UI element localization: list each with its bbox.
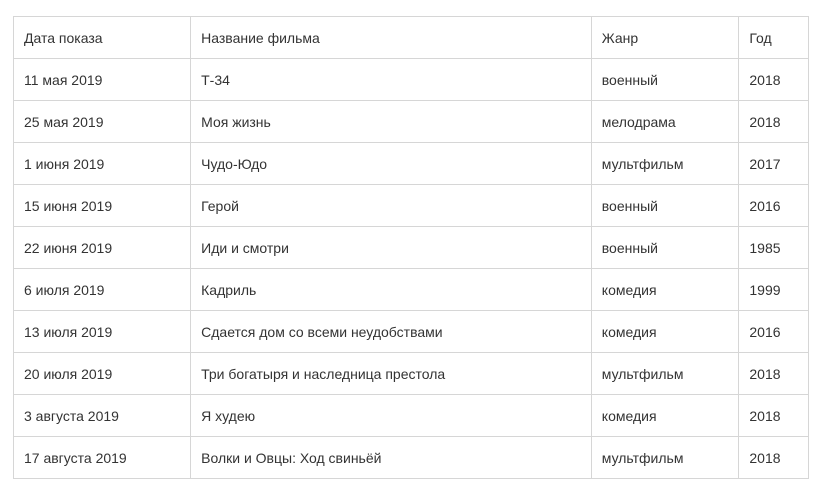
cell-year: 2018 [739,353,809,395]
cell-date: 25 мая 2019 [14,101,191,143]
cell-date: 17 августа 2019 [14,437,191,479]
cell-title: Сдается дом со всеми неудобствами [191,311,592,353]
table-row [14,311,809,353]
header-date: Дата показа [14,17,191,59]
cell-year: 1999 [739,269,809,311]
cell-year: 2016 [739,311,809,353]
header-title: Название фильма [191,17,592,59]
cell-year: 2018 [739,59,809,101]
table-row [14,353,809,395]
table-header [14,17,809,59]
cell-genre: военный [591,59,739,101]
cell-title: Три богатыря и наследница престола [191,353,592,395]
cell-genre: комедия [591,311,739,353]
table-row [14,269,809,311]
cell-genre: комедия [591,269,739,311]
cell-genre: комедия [591,395,739,437]
cell-year: 2018 [739,395,809,437]
header-year: Год [739,17,809,59]
cell-year: 2016 [739,185,809,227]
header-row [14,17,809,59]
cell-genre: мультфильм [591,353,739,395]
cell-year: 2017 [739,143,809,185]
cell-genre: военный [591,185,739,227]
cell-date: 11 мая 2019 [14,59,191,101]
table-row [14,101,809,143]
header-genre: Жанр [591,17,739,59]
cell-date: 22 июня 2019 [14,227,191,269]
cell-genre: мультфильм [591,437,739,479]
cell-date: 20 июля 2019 [14,353,191,395]
cell-title: Моя жизнь [191,101,592,143]
table-row [14,185,809,227]
cell-year: 2018 [739,437,809,479]
cell-date: 15 июня 2019 [14,185,191,227]
cell-title: Чудо-Юдо [191,143,592,185]
table-row [14,437,809,479]
cell-genre: мультфильм [591,143,739,185]
table-row [14,143,809,185]
table-row [14,227,809,269]
film-schedule-table [13,16,809,479]
table-row [14,395,809,437]
cell-title: Кадриль [191,269,592,311]
table-row [14,59,809,101]
cell-date: 13 июля 2019 [14,311,191,353]
table-body [14,59,809,479]
cell-genre: военный [591,227,739,269]
cell-title: Герой [191,185,592,227]
cell-title: Я худею [191,395,592,437]
cell-title: Т-34 [191,59,592,101]
cell-year: 2018 [739,101,809,143]
cell-title: Иди и смотри [191,227,592,269]
cell-year: 1985 [739,227,809,269]
cell-date: 3 августа 2019 [14,395,191,437]
cell-date: 1 июня 2019 [14,143,191,185]
cell-title: Волки и Овцы: Ход свиньёй [191,437,592,479]
cell-date: 6 июля 2019 [14,269,191,311]
cell-genre: мелодрама [591,101,739,143]
